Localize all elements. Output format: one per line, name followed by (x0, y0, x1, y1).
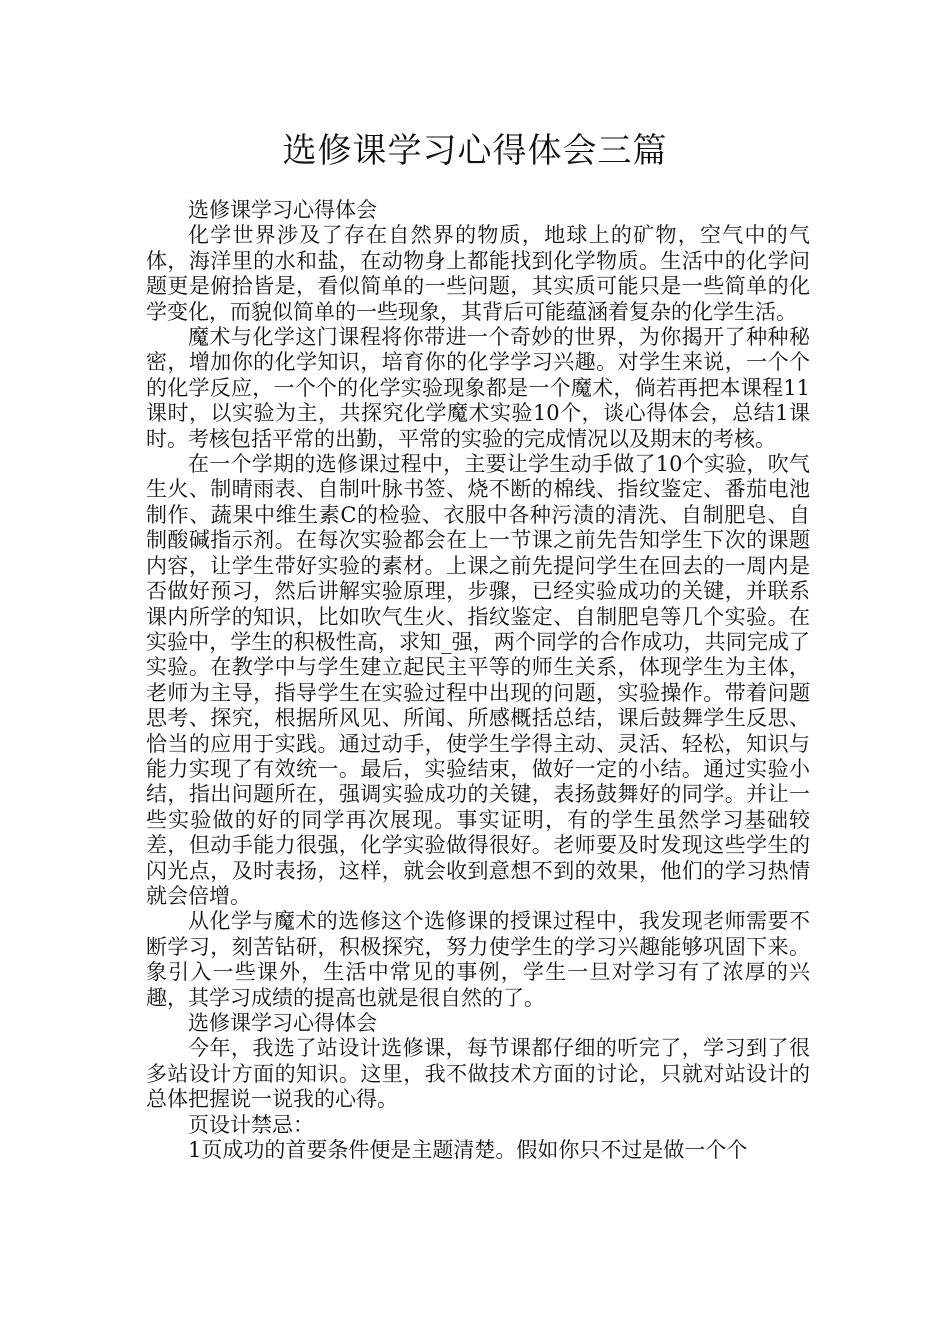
paragraph: 1页成功的首要条件便是主题清楚。假如你只不过是做一个个 (188, 1138, 748, 1163)
document-title: 选修课学习心得体会三篇 (282, 131, 668, 171)
paragraph: 今年，我选了站设计选修课，每节课都仔细的听完了，学习到了很多站设计方面的知识。这里，我不做技术方面的讨论，只就对站设计的总体把握说一说我的心得。 (146, 1036, 810, 1112)
document-body (146, 198, 810, 1163)
paragraph: 在一个学期的选修课过程中，主要让学生动手做了10个实验，吹气生火、制晴雨表、自制叶脉书签、烧不断的棉线、指纹鉴定、番茄电池制作、蔬果中维生素C的检验、衣服中各种污渍的清洗、自制肥皂、自制酸碱指示剂。在每次实验都会在上一节课之前先告知学生下次的课题内容，让学生带好实验的素材。上课之前先提问学生在回去的一周内是否做好预习，然后讲解实验原理，步骤，已经实验成功的关键，并联系课内所学的知识，比如吹气生火、指纹鉴定、自制肥皂等几个实验。在实验中，学生的积极性高，求知_强，两个同学的合作成功，共同完成了实验。在教学中与学生建立起民主平等的师生关系，体现学生为主体，老师为主导，指导学生在实验过程中出现的问题，实验操作。带着问题思考、探究，根据所风见、所闻、所感概括总结，课后鼓舞学生反思、恰当的应用于实践。通过动手，使学生学得主动、灵活、轻松，知识与能力实现了有效统一。最后，实验结束，做好一定的小结。通过实验小结，指出问题所在，强调实验成功的关键，表扬鼓舞好的同学。并让一些实验做的好的同学再次展现。事实证明，有的学生虽然学习基础较差，但动手能力很强，化学实验做得很好。老师要及时发现这些学生的闪光点，及时表扬，这样，就会收到意想不到的效果，他们的学习热情就会倍增。 (146, 452, 810, 908)
section-heading: 选修课学习心得体会 (188, 198, 377, 222)
paragraph: 页设计禁忌： (188, 1112, 314, 1137)
section-heading: 选修课学习心得体会 (188, 1011, 377, 1035)
paragraph: 从化学与魔术的选修这个选修课的授课过程中，我发现老师需要不断学习，刻苦钻研，积极探究，努力使学生的学习兴趣能够巩固下来。象引入一些课外，生活中常见的事例，学生一旦对学习有了浓厚的兴趣，其学习成绩的提高也就是很自然的了。 (146, 909, 810, 1010)
paragraph: 魔术与化学这门课程将你带进一个奇妙的世界，为你揭开了种种秘密，增加你的化学知识，培育你的化学学习兴趣。对学生来说，一个个的化学反应，一个个的化学实验现象都是一个魔术，倘若再把本课程11课时，以实验为主，共探究化学魔术实验10个，谈心得体会，总结1课时。考核包括平常的出勤，平常的实验的完成情况以及期末的考核。 (146, 325, 810, 451)
paragraph: 化学世界涉及了存在自然界的物质，地球上的矿物，空气中的气体，海洋里的水和盐，在动物身上都能找到化学物质。生活中的化学问题更是俯拾皆是，看似简单的一些问题，其实质可能只是一些简单的化学变化，而貌似简单的一些现象，其背后可能蕴涵着复杂的化学生活。 (146, 223, 810, 324)
